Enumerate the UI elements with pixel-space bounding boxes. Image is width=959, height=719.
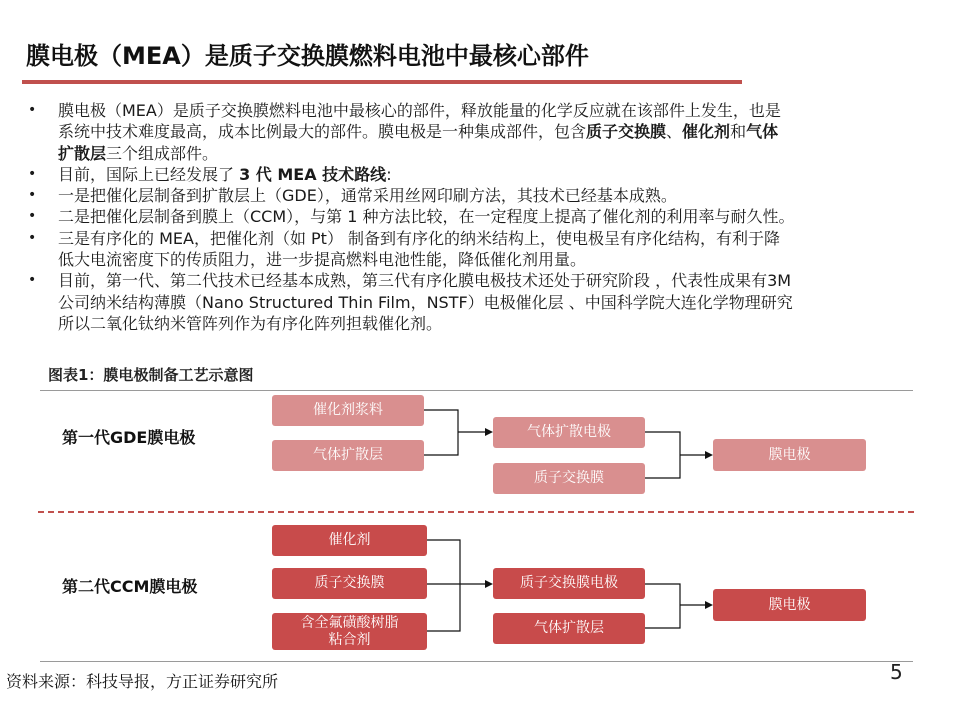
bold-mea-routes: 3 代 MEA 技术路线 <box>239 164 387 184</box>
gen2-label: 第二代CCM膜电极 <box>62 577 198 596</box>
gen2-gas-diffusion-layer-box: 气体扩散层 <box>493 613 645 644</box>
arrowhead <box>485 580 493 588</box>
page-title: 膜电极（MEA）是质子交换膜燃料电池中最核心部件 <box>26 42 589 70</box>
gen1-catalyst-slurry-box: 催化剂浆料 <box>272 395 424 426</box>
bullet-dot: • <box>28 208 37 225</box>
gen2-binder-line-1: 含全氟磺酸树脂 <box>300 614 399 631</box>
gen2-binder-box <box>272 613 427 650</box>
bullet-item-4: • 二是把催化层制备到膜上（CCM），与第 1 种方法比较，在一定程度上提高了催化剂的利用率与耐久性。 <box>28 207 795 227</box>
bullet-item-3: • 一是把催化层制备到扩散层上（GDE），通常采用丝网印刷方法，其技术已经基本成熟。 <box>28 186 677 206</box>
gen1-proton-membrane-box: 质子交换膜 <box>493 463 645 494</box>
gen2-bracket-left <box>427 540 460 631</box>
bullet-item-6: • 目前，第一代、第二代技术已经基本成熟，第三代有序化膜电极技术还处于研究阶段 ，代表性成果有3M 公司纳米结构薄膜（Nano Structured Thin Film，NSTF）电极催化层 、中国科学院大连化学物理研究 所以二氧化钛纳米管阵列作为有序化阵列担载催化剂。 <box>28 271 793 333</box>
bullet-dot: • <box>28 165 37 182</box>
bullet-dot: • <box>28 272 37 289</box>
arrowhead <box>485 428 493 436</box>
gen2-mea-result-box: 膜电极 <box>713 589 866 621</box>
bullet-1-line-3: 扩散层三个组成部件。 <box>58 143 219 163</box>
figure-title: 图表1：膜电极制备工艺示意图 <box>48 366 254 384</box>
gen2-proton-membrane-box: 质子交换膜 <box>272 568 427 599</box>
gen1-gas-diffusion-layer-box: 气体扩散层 <box>272 440 424 471</box>
bullet-dot: • <box>28 102 37 118</box>
bullet-1-line-1: 膜电极（MEA）是质子交换膜燃料电池中最核心的部件，释放能量的化学反应就在该部件上发生，也是 <box>58 101 781 120</box>
bold-catalyst: 催化剂 <box>682 122 731 142</box>
bullet-item-5: • 三是有序化的 MEA，把催化剂（如 Pt） 制备到有序化的纳米结构上，使电极呈有序化结构，有利于降 低大电流密度下的传质阻力，进一步提高燃料电池性能，降低催化剂用量。 <box>28 228 781 270</box>
bullet-dot: • <box>28 187 37 204</box>
gen1-mea-result-box: 膜电极 <box>713 439 866 471</box>
footer-rule <box>40 661 913 662</box>
bold-diffusion-layer: 扩散层 <box>58 143 107 163</box>
arrowhead <box>705 451 713 459</box>
gen1-label: 第一代GDE膜电极 <box>62 428 196 447</box>
gen2-ccm-box: 质子交换膜电极 <box>493 568 645 599</box>
bullet-1-line-2: 系统中技术难度最高，成本比例最大的部件。膜电极是一种集成部件，包含质子交换膜、催化剂和气体 <box>58 122 779 142</box>
source-note: 资料来源：科技导报，方正证券研究所 <box>6 672 279 691</box>
bold-gas: 气体 <box>746 122 779 142</box>
gen2-binder-line-2: 粘合剂 <box>328 631 371 648</box>
page-number: 5 <box>890 660 903 684</box>
gen1-gas-diffusion-electrode-box: 气体扩散电极 <box>493 417 645 448</box>
gen1-bracket-right <box>645 432 680 478</box>
gen2-catalyst-box: 催化剂 <box>272 525 427 556</box>
bullet-item-2: • 目前，国际上已经发展了 3 代 MEA 技术路线: <box>28 164 392 184</box>
arrowhead <box>705 601 713 609</box>
gen2-bracket-right <box>645 584 680 628</box>
generation-divider <box>38 511 914 513</box>
gen1-bracket-left <box>424 410 458 455</box>
bullet-dot: • <box>28 229 37 246</box>
bold-proton-membrane: 质子交换膜 <box>586 122 667 142</box>
